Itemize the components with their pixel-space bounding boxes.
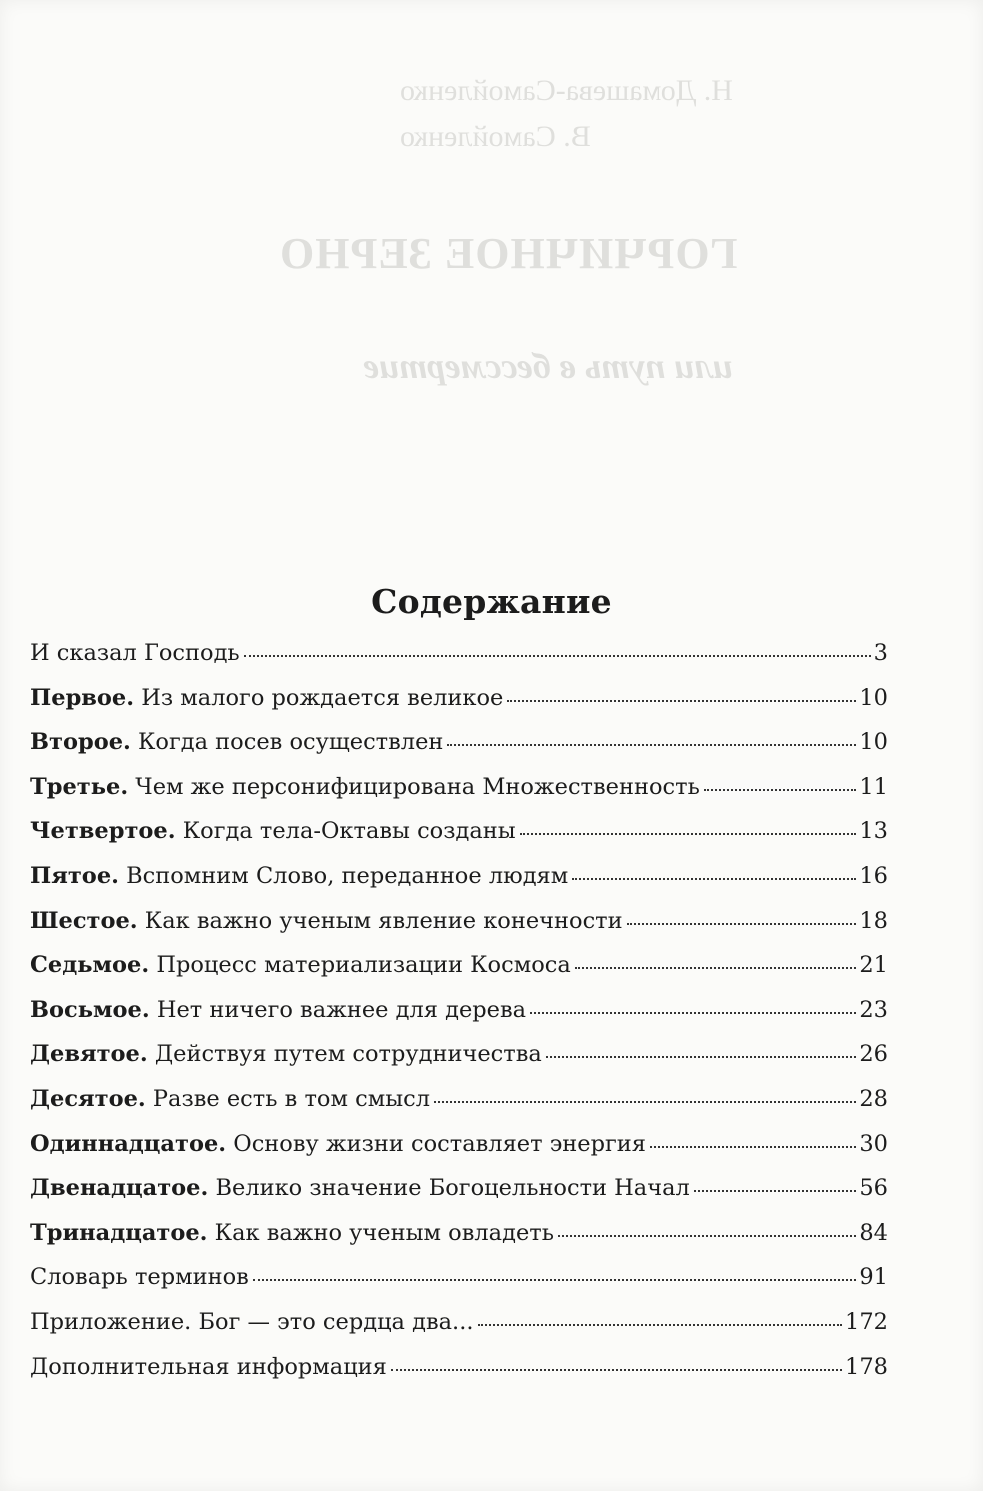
- toc-dot-leader: [558, 1235, 856, 1237]
- toc-page-number: 11: [859, 773, 888, 800]
- toc-entry-label: Десятое.: [30, 1085, 146, 1112]
- toc-page-number: 10: [859, 684, 888, 711]
- bleed-through-authors: [400, 68, 733, 160]
- page-title: Содержание: [371, 582, 612, 622]
- bleed-through-subtitle: или путь в бессмертие: [363, 346, 733, 386]
- toc-entry-text: [30, 908, 623, 934]
- toc-entry-text: [30, 1309, 474, 1335]
- toc-dot-leader: [575, 967, 857, 969]
- toc-dot-leader: [391, 1369, 842, 1371]
- toc-entry: [30, 997, 888, 1042]
- toc-entry-text: [30, 863, 568, 889]
- toc-dot-leader: [530, 1012, 856, 1014]
- toc-entry: [30, 685, 888, 730]
- toc-entry-title: Когда тела-Октавы созданы: [175, 818, 516, 845]
- toc-entry-title: Разве есть в том смысл: [145, 1085, 430, 1112]
- toc-dot-leader: [253, 1279, 857, 1281]
- toc-entry-text: [30, 1264, 249, 1290]
- toc-entry-title: Дополнительная информация: [30, 1353, 387, 1380]
- toc-page-number: 28: [859, 1085, 888, 1112]
- toc-entry-title: Вспомним Слово, переданное людям: [118, 862, 569, 889]
- toc-entry-text: [30, 997, 526, 1023]
- bleed-through-author-1: Н. Домашева-Самойленко: [400, 74, 733, 107]
- toc-entry: [30, 1175, 888, 1220]
- toc-entry: [30, 1264, 888, 1309]
- toc-page-number: 178: [845, 1353, 888, 1380]
- toc-dot-leader: [694, 1190, 857, 1192]
- toc-entry-text: [30, 952, 571, 978]
- toc-dot-leader: [434, 1101, 856, 1103]
- toc-dot-leader: [627, 923, 857, 925]
- toc-page-number: 91: [859, 1264, 888, 1291]
- toc-entry-text: [30, 1220, 554, 1246]
- toc-page-number: 16: [859, 862, 888, 889]
- toc-entry-label: Двенадцатое.: [30, 1175, 209, 1202]
- toc-entry-title: Велико значение Богоцельности Начал: [208, 1175, 690, 1202]
- toc-entry-title: Приложение. Бог — это сердца два...: [30, 1308, 474, 1335]
- toc-page-number: 30: [859, 1130, 888, 1157]
- bleed-through-author-2: В. Самойленко: [400, 120, 591, 153]
- toc-entry-text: [30, 818, 516, 844]
- toc-entry-label: Шестое.: [30, 907, 138, 934]
- toc-page-number: 84: [859, 1219, 888, 1246]
- toc-dot-leader: [572, 878, 856, 880]
- toc-entry-title: Действуя путем сотрудничества: [147, 1041, 542, 1068]
- toc-entry-text: [30, 1086, 430, 1112]
- toc-page-number: 21: [859, 952, 888, 979]
- toc-entry: [30, 774, 888, 819]
- toc-entry-title: Из малого рождается великое: [134, 684, 504, 711]
- toc-entry-label: Одиннадцатое.: [30, 1130, 227, 1157]
- toc-dot-leader: [704, 789, 857, 791]
- toc-entry-label: Восьмое.: [30, 996, 150, 1023]
- toc-entry-text: [30, 729, 443, 755]
- toc-entry: [30, 908, 888, 953]
- toc-entry-title: И сказал Господь: [30, 640, 240, 666]
- toc-entry: [30, 1309, 888, 1354]
- toc-entry-title: Когда посев осуществлен: [130, 729, 444, 756]
- toc-page-number: 18: [859, 907, 888, 934]
- toc-entry: [30, 640, 888, 685]
- toc-dot-leader: [546, 1056, 857, 1058]
- toc-entry-title: Процесс материализации Космоса: [149, 952, 571, 979]
- toc-entry-text: [30, 1131, 646, 1157]
- toc-page-number: 13: [859, 818, 888, 845]
- toc-dot-leader: [244, 655, 871, 657]
- toc-dot-leader: [478, 1324, 843, 1326]
- toc-entry-label: Девятое.: [30, 1041, 148, 1068]
- toc-entry-label: Третье.: [30, 773, 129, 800]
- toc-entry-label: Четвертое.: [30, 818, 176, 845]
- toc-entry-label: Второе.: [30, 729, 131, 756]
- toc-entry-title: Как важно ученым явление конечности: [137, 907, 623, 934]
- toc-dot-leader: [507, 700, 856, 702]
- table-of-contents: [30, 640, 888, 1398]
- toc-page-number: 3: [873, 640, 888, 666]
- toc-entry: [30, 1041, 888, 1086]
- toc-entry-text: [30, 1354, 387, 1380]
- toc-entry-text: [30, 685, 503, 711]
- toc-entry-label: Седьмое.: [30, 952, 150, 979]
- toc-dot-leader: [520, 833, 857, 835]
- toc-entry: [30, 1131, 888, 1176]
- toc-entry-title: Словарь терминов: [30, 1264, 249, 1291]
- toc-page-number: 26: [859, 1041, 888, 1068]
- toc-entry: [30, 1086, 888, 1131]
- toc-entry: [30, 818, 888, 863]
- toc-entry-text: [30, 1041, 542, 1067]
- toc-entry-label: Пятое.: [30, 862, 119, 889]
- toc-entry-text: [30, 1175, 690, 1201]
- toc-entry: [30, 1354, 888, 1399]
- toc-page-number: 23: [859, 996, 888, 1023]
- toc-entry-title: Основу жизни составляет энергия: [226, 1130, 646, 1157]
- toc-entry-text: [30, 640, 240, 666]
- toc-dot-leader: [650, 1146, 856, 1148]
- toc-dot-leader: [447, 744, 856, 746]
- toc-page-number: 172: [845, 1308, 888, 1335]
- toc-page-number: 10: [859, 729, 888, 756]
- toc-entry-title: Как важно ученым овладеть: [207, 1219, 554, 1246]
- toc-entry-label: Тринадцатое.: [30, 1219, 208, 1246]
- bleed-through-title: ГОРЧИЧНОЕ ЗЕРНО: [279, 229, 738, 278]
- toc-page-number: 56: [859, 1175, 888, 1202]
- toc-entry-label: Первое.: [30, 684, 135, 711]
- toc-entry: [30, 729, 888, 774]
- toc-entry: [30, 863, 888, 908]
- toc-entry-title: Нет ничего важнее для дерева: [149, 996, 527, 1023]
- toc-entry: [30, 1220, 888, 1265]
- toc-entry-text: [30, 774, 700, 800]
- toc-entry-title: Чем же персонифицирована Множественность: [128, 773, 700, 800]
- toc-entry: [30, 952, 888, 997]
